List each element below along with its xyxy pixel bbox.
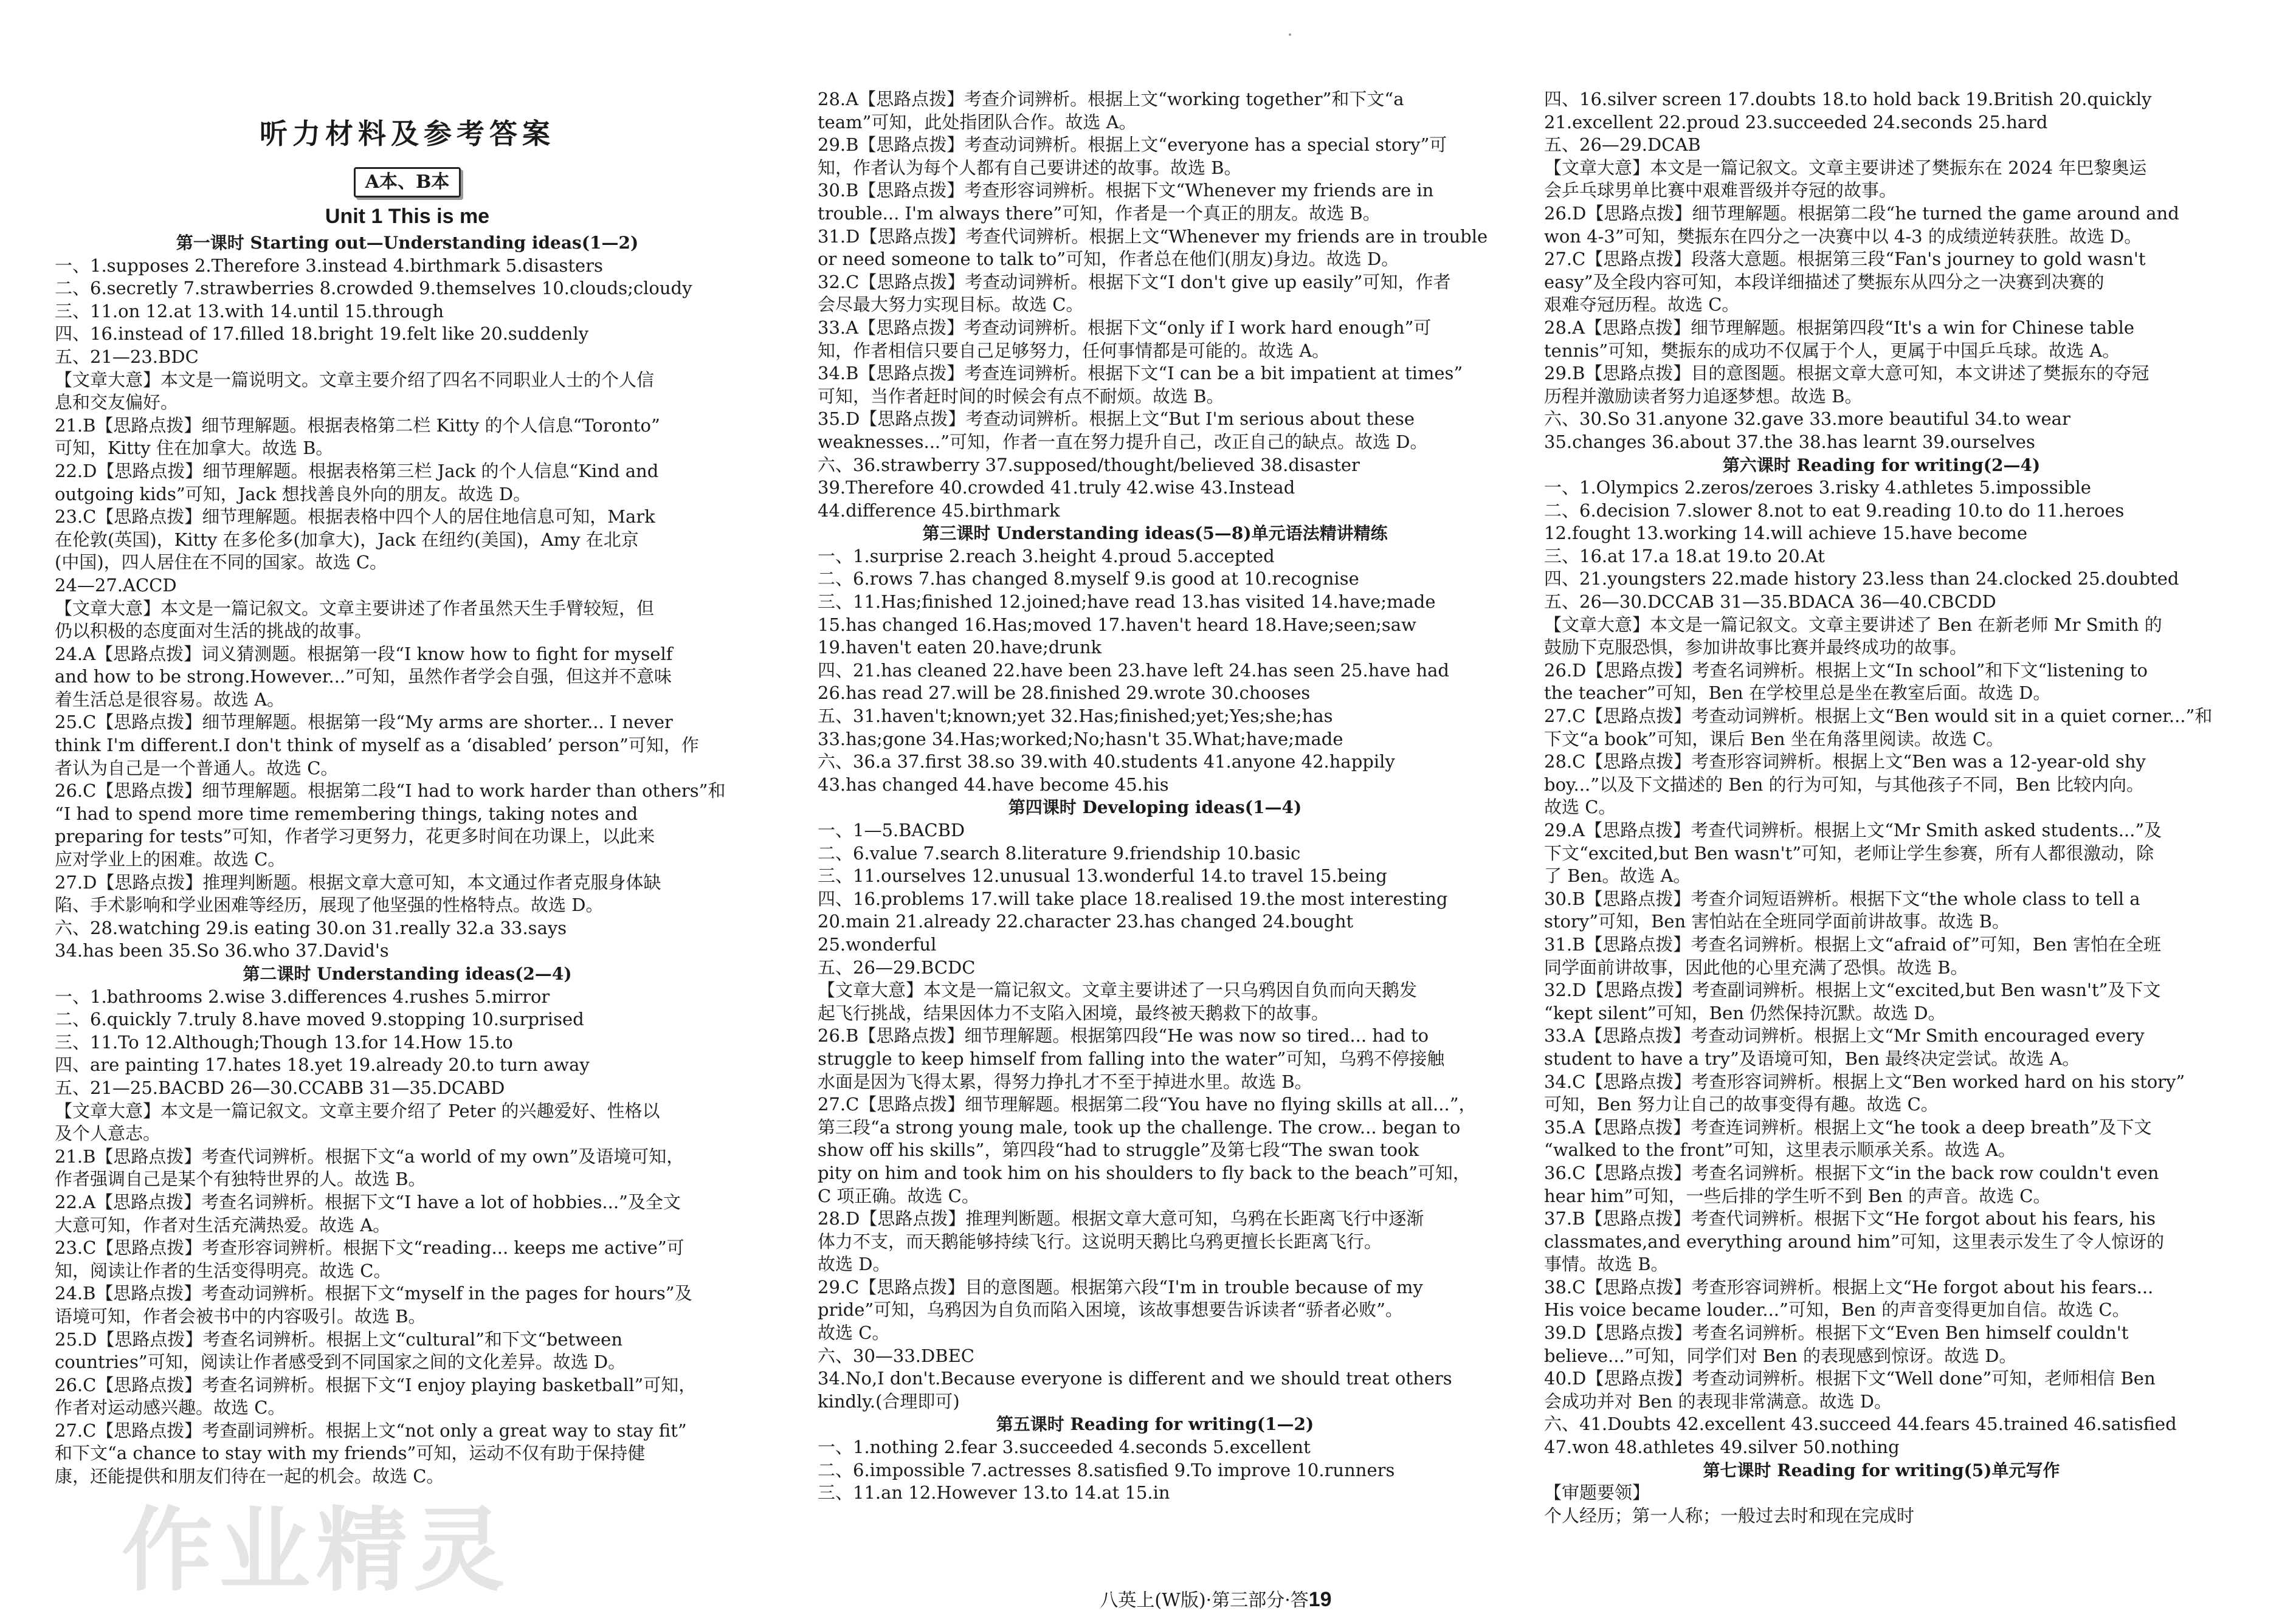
answer-line: 37.B【思路点拨】考查代词辨析。根据下文“He forgot about his fears, his — [1544, 1208, 2156, 1229]
answer-line: 26.B【思路点拨】细节理解题。根据第四段“He was now so tired... had to — [818, 1025, 1429, 1046]
answer-line: 大意可知，作者对生活充满热爱。故选 A。 — [55, 1214, 391, 1235]
answer-line: 24—27.ACCD — [55, 574, 177, 596]
answer-line: 22.A【思路点拨】考查名词辨析。根据下文“I have a lot of hobbies...”及全文 — [55, 1191, 681, 1212]
section-heading: 第三课时 Understanding ideas(5—8)单元语法精讲精练 — [922, 523, 1388, 544]
answer-line: 【审题要领】 — [1544, 1482, 1650, 1503]
answer-line: outgoing kids”可知，Jack 想找善良外向的朋友。故选 D。 — [55, 483, 531, 504]
answer-line: preparing for tests”可知，作者学习更努力，花更多时间在功课上，以此来 — [55, 826, 655, 847]
answer-line: tennis”可知，樊振东的成功不仅属于个人，更属于中国乒乓球。故选 A。 — [1544, 340, 2120, 361]
answer-line: 28.C【思路点拨】考查形容词辨析。根据上文“Ben was a 12-year-old shy — [1544, 751, 2146, 772]
answer-line: 语境可知，作者会被书中的内容吸引。故选 B。 — [55, 1305, 426, 1327]
answer-line: 鼓励下克服恐惧，参加讲故事比赛并最终成功的故事。 — [1544, 637, 1968, 658]
answer-line: 四、16.instead of 17.filled 18.bright 19.felt like 20.suddenly — [55, 323, 589, 345]
answer-line: “kept silent”可知，Ben 仍然保持沉默。故选 D。 — [1544, 1002, 1946, 1023]
answer-line: 和下文“a chance to stay with my friends”可知，运动不仅有助于保持健 — [55, 1443, 646, 1464]
answer-line: 34.C【思路点拨】考查形容词辨析。根据上文“Ben worked hard on his story” — [1544, 1071, 2185, 1092]
answer-line: 在伦敦(英国)，Kitty 在多伦多(加拿大)，Jack 在纽约(美国)，Amy 在北京 — [55, 529, 639, 550]
answer-line: 32.C【思路点拨】考查动词辨析。根据下文“I don't give up easily”可知，作者 — [818, 271, 1451, 292]
answer-line: 四、16.silver screen 17.doubts 18.to hold back 19.British 20.quickly — [1544, 89, 2152, 109]
answer-line: the teacher”可知，Ben 在学校里总是坐在教室后面。故选 D。 — [1544, 682, 2051, 704]
answer-line: kindly.(合理即可) — [818, 1390, 960, 1412]
answer-line: 26.D【思路点拨】细节理解题。根据第二段“he turned the game around and — [1544, 202, 2179, 224]
answer-line: 作者对运动感兴趣。故选 C。 — [55, 1397, 286, 1418]
answer-line: 应对学业上的困难。故选 C。 — [55, 849, 286, 870]
answer-line: 40.D【思路点拨】考查动词辨析。根据下文“Well done”可知，老师相信 Ben — [1544, 1368, 2156, 1389]
answer-line: 个人经历；第一人称；一般过去时和现在完成时 — [1544, 1505, 1915, 1526]
answer-line: 二、6.decision 7.slower 8.not to eat 9.reading 10.to do 11.heroes — [1544, 500, 2125, 521]
answer-line: 29.A【思路点拨】考查代词辨析。根据上文“Mr Smith asked students...”及 — [1544, 820, 2162, 840]
page-title: 听力材料及参考答案 — [260, 117, 555, 150]
answer-line: 一、1.Olympics 2.zeros/zeroes 3.risky 4.athletes 5.impossible — [1544, 477, 2091, 498]
answer-line: pity on him and took him on his shoulders to fly back to the beach”可知， — [818, 1162, 1470, 1183]
answer-line: 六、30—33.DBEC — [818, 1345, 974, 1366]
column-right-body — [1544, 88, 2219, 1527]
answer-line: 30.B【思路点拨】考查介词短语辨析。根据下文“the whole class to tell a — [1544, 888, 2140, 909]
answer-line: 三、11.To 12.Although;Though 13.for 14.How 15.to — [55, 1031, 513, 1053]
answer-line: 一、1.bathrooms 2.wise 3.differences 4.rushes 5.mirror — [55, 986, 550, 1007]
answer-line: 第三段“a strong young male, took up the challenge. The crow... began to — [818, 1116, 1461, 1138]
answer-line: 21.B【思路点拨】考查代词辨析。根据下文“a world of my own”及语境可知， — [55, 1146, 684, 1167]
answer-line: 起飞行挑战，结果因体力不支陷入困境，最终被天鹅救下的故事。 — [818, 1002, 1329, 1023]
answer-line: believe...”可知，同学们对 Ben 的表现感到惊讶。故选 D。 — [1544, 1345, 2017, 1366]
unit-title: Unit 1 This is me — [325, 205, 490, 228]
answer-line: 29.B【思路点拨】目的意图题。根据文章大意可知，本文讲述了樊振东的夺冠 — [1544, 363, 2149, 384]
answer-line: 22.D【思路点拨】细节理解题。根据表格第三栏 Jack 的个人信息“Kind and — [55, 460, 659, 481]
answer-line: student to have a try”及语境可知，Ben 最终决定尝试。故选 A。 — [1544, 1048, 2080, 1069]
answer-line: 【文章大意】本文是一篇记叙文。文章主要讲述了樊振东在 2024 年巴黎奥运 — [1544, 157, 2147, 178]
section-heading: 第二课时 Understanding ideas(2—4) — [243, 964, 572, 984]
answer-line: 水面是因为飞得太累，得努力挣扎才不至于掉进水里。故选 B。 — [818, 1071, 1312, 1092]
answer-line: or need someone to talk to”可知，作者总在他们(朋友)身边。故选 D。 — [818, 249, 1399, 270]
answer-line: 【文章大意】本文是一篇记叙文。文章主要介绍了 Peter 的兴趣爱好、性格以 — [55, 1100, 660, 1121]
answer-line: 四、21.youngsters 22.made history 23.less than 24.clocked 25.doubted — [1544, 568, 2179, 589]
answer-line: countries”可知，阅读让作者感受到不同国家之间的文化差异。故选 D。 — [55, 1352, 626, 1373]
answer-line: won 4-3”可知，樊振东在四分之一决赛中以 4-3 的成绩逆转获胜。故选 D。 — [1544, 225, 2142, 247]
answer-line: 47.won 48.athletes 49.silver 50.nothing — [1544, 1437, 1900, 1458]
answer-line: 五、26—29.BCDC — [818, 957, 976, 978]
answer-line: 23.C【思路点拨】细节理解题。根据表格中四个人的居住地信息可知，Mark — [55, 506, 655, 527]
answer-line: 三、16.at 17.a 18.at 19.to 20.At — [1544, 545, 1825, 566]
answer-line: 32.D【思路点拨】考查副词辨析。根据上文“excited,but Ben wasn't”及下文 — [1544, 980, 2161, 1001]
answer-line: 27.C【思路点拨】细节理解题。根据第二段“You have no flying skills at all...”， — [818, 1094, 1477, 1115]
answer-line: struggle to keep himself from falling into the water”可知，乌鸦不停接触 — [818, 1048, 1445, 1069]
answer-line: 43.has changed 44.have become 45.his — [818, 774, 1169, 795]
answer-line: 26.C【思路点拨】考查名词辨析。根据下文“I enjoy playing basketball”可知， — [55, 1374, 697, 1395]
answer-line: 19.haven't eaten 20.have;drunk — [818, 637, 1102, 658]
answer-line: 28.A【思路点拨】考查介词辨析。根据上文“working together”和下文“a — [818, 89, 1404, 109]
column-right — [1544, 88, 2219, 1527]
answer-line: hear him”可知，一些后排的学生听不到 Ben 的声音。故选 C。 — [1544, 1185, 2051, 1206]
answer-line: 一、1.nothing 2.fear 3.succeeded 4.seconds 5.excellent — [818, 1437, 1311, 1458]
answer-line: 35.D【思路点拨】考查动词辨析。根据上文“But I'm serious about these — [818, 408, 1415, 430]
section-heading: 第四课时 Developing ideas(1—4) — [1008, 797, 1302, 818]
answer-line: 27.C【思路点拨】考查副词辨析。根据上文“not only a great way to stay fit” — [55, 1420, 687, 1441]
answer-line: 20.main 21.already 22.character 23.has changed 24.bought — [818, 911, 1354, 932]
answer-line: 可知，Ben 努力让自己的故事变得有趣。故选 C。 — [1544, 1094, 1939, 1115]
answer-line: 二、6.impossible 7.actresses 8.satisfied 9.To improve 10.runners — [818, 1459, 1395, 1480]
answer-line: 34.has been 35.So 36.who 37.David's — [55, 940, 389, 961]
answer-line: 一、1.supposes 2.Therefore 3.instead 4.birthmark 5.disasters — [55, 255, 603, 276]
answer-line: 44.difference 45.birthmark — [818, 500, 1060, 521]
answer-line: 29.C【思路点拨】目的意图题。根据第六段“I'm in trouble because of my — [818, 1276, 1423, 1297]
answer-line: 可知，Kitty 住在加拿大。故选 B。 — [55, 438, 334, 459]
answer-line: 25.wonderful — [818, 933, 937, 955]
answer-line: 25.C【思路点拨】细节理解题。根据第一段“My arms are shorter... I never — [55, 712, 673, 733]
answer-line: 15.has changed 16.Has;moved 17.haven't heard 18.Have;seen;saw — [818, 614, 1416, 635]
answer-line: 二、6.secretly 7.strawberries 8.crowded 9.themselves 10.clouds;cloudy — [55, 278, 692, 299]
answer-line: 39.Therefore 40.crowded 41.truly 42.wise 43.Instead — [818, 477, 1295, 498]
answer-line: 26.D【思路点拨】考查名词辨析。根据上文“In school”和下文“listening to — [1544, 659, 2148, 681]
answer-line: 26.C【思路点拨】细节理解题。根据第二段“I had to work harder than others”和 — [55, 780, 726, 802]
answer-line: 及个人意志。 — [55, 1123, 161, 1144]
answer-line: 下文“excited,but Ben wasn't”可知，老师让学生参赛，所有人都很激动，除 — [1544, 842, 2154, 864]
answer-line: 五、21—25.BACBD 26—30.CCABB 31—35.DCABD — [55, 1077, 505, 1098]
answer-line: 六、36.a 37.first 38.so 39.with 40.students 41.anyone 42.happily — [818, 751, 1395, 772]
answer-line: 30.B【思路点拨】考查形容词辨析。根据下文“Whenever my friends are in — [818, 180, 1434, 201]
answer-line: 31.B【思路点拨】考查名词辨析。根据上文“afraid of”可知，Ben 害怕在全班 — [1544, 933, 2162, 955]
answer-line: 六、41.Doubts 42.excellent 43.succeed 44.fears 45.trained 46.satisfied — [1544, 1414, 2177, 1435]
answer-line: 二、6.quickly 7.truly 8.have moved 9.stopping 10.surprised — [55, 1009, 584, 1030]
answer-line: 36.C【思路点拨】考查名词辨析。根据下文“in the back row couldn't even — [1544, 1162, 2159, 1183]
answer-line: (中国)，四人居住在不同的国家。故选 C。 — [55, 552, 388, 573]
answer-line: 艰难夺冠历程。故选 C。 — [1544, 294, 1740, 315]
answer-line: 27.C【思路点拨】考查动词辨析。根据上文“Ben would sit in a quiet corner...”和 — [1544, 706, 2213, 727]
section-heading: 第七课时 Reading for writing(5)单元写作 — [1703, 1460, 2060, 1480]
answer-line: 作者强调自己是某个有独特世界的人。故选 B。 — [55, 1169, 426, 1190]
watermark-logo: 作业精灵 — [122, 1498, 511, 1604]
answer-line: 下文“a book”可知，课后 Ben 坐在角落里阅读。故选 C。 — [1544, 728, 2004, 749]
answer-line: 了 Ben。故选 A。 — [1544, 865, 1691, 887]
answer-line: weaknesses...”可知，作者一直在努力提升自己，改正自己的缺点。故选 D。 — [818, 431, 1428, 452]
page-footer — [1033, 1587, 1398, 1613]
answer-line: 34.B【思路点拨】考查连词辨析。根据下文“I can be a bit impatient at times” — [818, 363, 1463, 384]
answer-line: 24.A【思路点拨】词义猜测题。根据第一段“I know how to fight for myself — [55, 643, 673, 664]
book-badge: A本、B本 — [354, 167, 461, 198]
answer-line: 可知，当作者赶时间的时候会有点不耐烦。故选 B。 — [818, 385, 1224, 407]
answer-line: 一、1—5.BACBD — [818, 820, 965, 840]
answer-line: 23.C【思路点拨】考查形容词辨析。根据下文“reading... keeps me active”可 — [55, 1237, 684, 1259]
answer-line: 【文章大意】本文是一篇记叙文。文章主要讲述了一只乌鸦因自负而向天鹅发 — [818, 980, 1418, 1001]
answer-line: 28.D【思路点拨】推理判断题。根据文章大意可知，乌鸦在长距离飞行中逐渐 — [818, 1208, 1424, 1229]
section-heading: 第一课时 Starting out—Understanding ideas(1—2) — [176, 233, 639, 253]
answer-line: 【文章大意】本文是一篇记叙文。文章主要讲述了作者虽然天生手臂较短，但 — [55, 597, 655, 619]
answer-line: 五、26—29.DCAB — [1544, 134, 1701, 156]
answer-line: think I'm different.I don't think of myself as a ‘disabled’ person”可知，作 — [55, 735, 699, 756]
answer-line: 会乒乓球男单比赛中艰难晋级并夺冠的故事。 — [1544, 180, 1897, 201]
answer-line: 知，阅读让作者的生活变得明亮。故选 C。 — [55, 1260, 391, 1281]
answer-line: 一、1.surprise 2.reach 3.height 4.proud 5.accepted — [818, 545, 1275, 566]
column-middle-body — [818, 88, 1492, 1505]
answer-line: 31.D【思路点拨】考查代词辨析。根据上文“Whenever my friends are in trouble — [818, 225, 1488, 247]
answer-line: 故选 C。 — [818, 1322, 890, 1344]
answer-line: boy...”以及下文描述的 Ben 的行为可知，与其他孩子不同，Ben 比较内向。 — [1544, 774, 2144, 795]
column-left — [55, 82, 760, 1488]
answer-line: 六、36.strawberry 37.supposed/thought/believed 38.disaster — [818, 454, 1360, 475]
answer-line: 26.has read 27.will be 28.finished 29.wrote 30.chooses — [818, 682, 1311, 704]
answer-line: 历程并激励读者努力追逐梦想。故选 B。 — [1544, 385, 1863, 407]
answer-line: pride”可知，乌鸦因为自负而陷入困境，该故事想要告诉读者“骄者必败”。 — [818, 1299, 1403, 1321]
answer-line: 事情。故选 B。 — [1544, 1254, 1669, 1275]
answer-line: 五、26—30.DCCAB 31—35.BDACA 36—40.CBCDD — [1544, 591, 1996, 613]
answer-line: 二、6.value 7.search 8.literature 9.friendship 10.basic — [818, 842, 1301, 864]
column-middle — [818, 88, 1492, 1505]
answer-line: 35.changes 36.about 37.the 38.has learnt 39.ourselves — [1544, 431, 2035, 452]
answer-line: story”可知，Ben 害怕站在全班同学面前讲故事。故选 B。 — [1544, 911, 2010, 932]
answer-line: 35.A【思路点拨】考查连词辨析。根据上文“he took a deep breath”及下文 — [1544, 1116, 2152, 1138]
answer-line: 【文章大意】本文是一篇记叙文。文章主要讲述了 Ben 在新老师 Mr Smith 的 — [1544, 614, 2162, 635]
answer-line: 【文章大意】本文是一篇说明文。文章主要介绍了四名不同职业人士的个人信 — [55, 369, 655, 390]
answer-line: 会成功并对 Ben 的表现非常满意。故选 D。 — [1544, 1390, 1892, 1412]
answer-line: show off his skills”，第四段“had to struggle”及第七段“The swan took — [818, 1139, 1419, 1161]
answer-line: 三、11.on 12.at 13.with 14.until 15.through — [55, 300, 444, 321]
answer-line: 四、21.has cleaned 22.have been 23.have left 24.has seen 25.have had — [818, 659, 1449, 681]
answer-line: 21.B【思路点拨】细节理解题。根据表格第二栏 Kitty 的个人信息“Toronto” — [55, 414, 660, 436]
answer-line: 39.D【思路点拨】考查名词辨析。根据下文“Even Ben himself couldn't — [1544, 1322, 2129, 1344]
answer-line: 仍以积极的态度面对生活的挑战的故事。 — [55, 620, 373, 642]
answer-line: 同学面前讲故事，因此他的心里充满了恐惧。故选 B。 — [1544, 957, 1968, 978]
answer-line: 33.A【思路点拨】考查动词辨析。根据下文“only if I work hard enough”可 — [818, 317, 1432, 338]
answer-line: 四、are painting 17.hates 18.yet 19.already 20.to turn away — [55, 1054, 590, 1076]
answer-line: 25.D【思路点拨】考查名词辨析。根据上文“cultural”和下文“between — [55, 1328, 623, 1350]
answer-line: 34.No,I don't.Because everyone is different and we should treat others — [818, 1368, 1452, 1389]
answer-line: 12.fought 13.working 14.will achieve 15.have become — [1544, 523, 2028, 544]
answer-line: 故选 C。 — [1544, 797, 1616, 818]
answer-line: 六、30.So 31.anyone 32.gave 33.more beautiful 34.to wear — [1544, 408, 2070, 430]
answer-line: easy”及全段内容可知，本段详细描述了樊振东从四分之一决赛到决赛的 — [1544, 271, 2105, 292]
answer-line: 陷、手术影响和学业困难等经历，展现了他坚强的性格特点。故选 D。 — [55, 895, 604, 916]
answer-line: and how to be strong.However...”可知，虽然作者学会自强，但这并不意味 — [55, 666, 672, 687]
answer-line: trouble... I'm always there”可知，作者是一个真正的朋友。故选 B。 — [818, 202, 1381, 224]
answer-line: 故选 D。 — [818, 1254, 891, 1275]
answer-line: 38.C【思路点拨】考查形容词辨析。根据上文“He forgot about his fears... — [1544, 1276, 2154, 1297]
answer-line: “I had to spend more time remembering things, taking notes and — [55, 803, 638, 824]
answer-line: 着生活总是很容易。故选 A。 — [55, 689, 285, 710]
answer-line: 27.D【思路点拨】推理判断题。根据文章大意可知，本文通过作者克服身体缺 — [55, 871, 661, 893]
answer-line: 29.B【思路点拨】考查动词辨析。根据上文“everyone has a special story”可 — [818, 134, 1447, 156]
footer-text: 八英上(W版)·第三部分·答 — [1100, 1590, 1309, 1611]
answer-line: 五、21—23.BDC — [55, 346, 199, 367]
section-heading: 第六课时 Reading for writing(2—4) — [1722, 455, 2041, 475]
answer-line: 33.has;gone 34.Has;worked;No;hasn't 35.What;have;made — [818, 728, 1343, 749]
answer-line: 体力不支，而天鹅能够持续飞行。这说明天鹅比乌鸦更擅长长距离飞行。 — [818, 1231, 1382, 1252]
answer-line: 者认为自己是一个普通人。故选 C。 — [55, 757, 339, 778]
answer-line: 三、11.Has;finished 12.joined;have read 13.has visited 14.have;made — [818, 591, 1436, 613]
answer-line: classmates,and everything around him”可知，这里表示发生了令人惊讶的 — [1544, 1231, 2165, 1252]
answer-line: “walked to the front”可知，这里表示顺承关系。故选 A。 — [1544, 1139, 2016, 1161]
page-number: 19 — [1308, 1588, 1332, 1611]
answer-line: 六、28.watching 29.is eating 30.on 31.really 32.a 33.says — [55, 917, 567, 938]
answer-line: 康，还能提供和朋友们待在一起的机会。故选 C。 — [55, 1466, 444, 1487]
answer-line: 33.A【思路点拨】考查动词辨析。根据上文“Mr Smith encouraged every — [1544, 1025, 2145, 1046]
column-left-body — [55, 232, 760, 1488]
section-heading: 第五课时 Reading for writing(1—2) — [996, 1414, 1314, 1435]
answer-line: 28.A【思路点拨】细节理解题。根据第四段“It's a win for Chinese table — [1544, 317, 2135, 338]
answer-line: 24.B【思路点拨】考查动词辨析。根据下文“myself in the pages for hours”及 — [55, 1283, 692, 1304]
answer-line: 三、11.ourselves 12.unusual 13.wonderful 14.to travel 15.being — [818, 865, 1387, 887]
answer-line: His voice became louder...”可知，Ben 的声音变得更加自信。故选 C。 — [1544, 1299, 2130, 1321]
scan-dot — [1289, 33, 1291, 36]
answer-line: 息和交友偏好。 — [55, 392, 179, 413]
answer-line: 五、31.haven't;known;yet 32.Has;finished;yet;Yes;she;has — [818, 706, 1333, 727]
answer-line: 四、16.problems 17.will take place 18.realised 19.the most interesting — [818, 888, 1448, 909]
answer-line: 会尽最大努力实现目标。故选 C。 — [818, 294, 1084, 315]
answer-line: team”可知，此处指团队合作。故选 A。 — [818, 111, 1137, 132]
answer-line: 知，作者认为每个人都有自己要讲述的故事。故选 B。 — [818, 157, 1242, 178]
answer-line: 21.excellent 22.proud 23.succeeded 24.seconds 25.hard — [1544, 111, 2048, 132]
answer-line: 27.C【思路点拨】段落大意题。根据第三段“Fan's journey to gold wasn't — [1544, 249, 2146, 270]
answer-line: 二、6.rows 7.has changed 8.myself 9.is good at 10.recognise — [818, 568, 1359, 589]
answer-line: C 项正确。故选 C。 — [818, 1185, 979, 1206]
answer-line: 三、11.an 12.However 13.to 14.at 15.in — [818, 1482, 1170, 1503]
answer-line: 知，作者相信只要自己足够努力，任何事情都是可能的。故选 A。 — [818, 340, 1330, 361]
